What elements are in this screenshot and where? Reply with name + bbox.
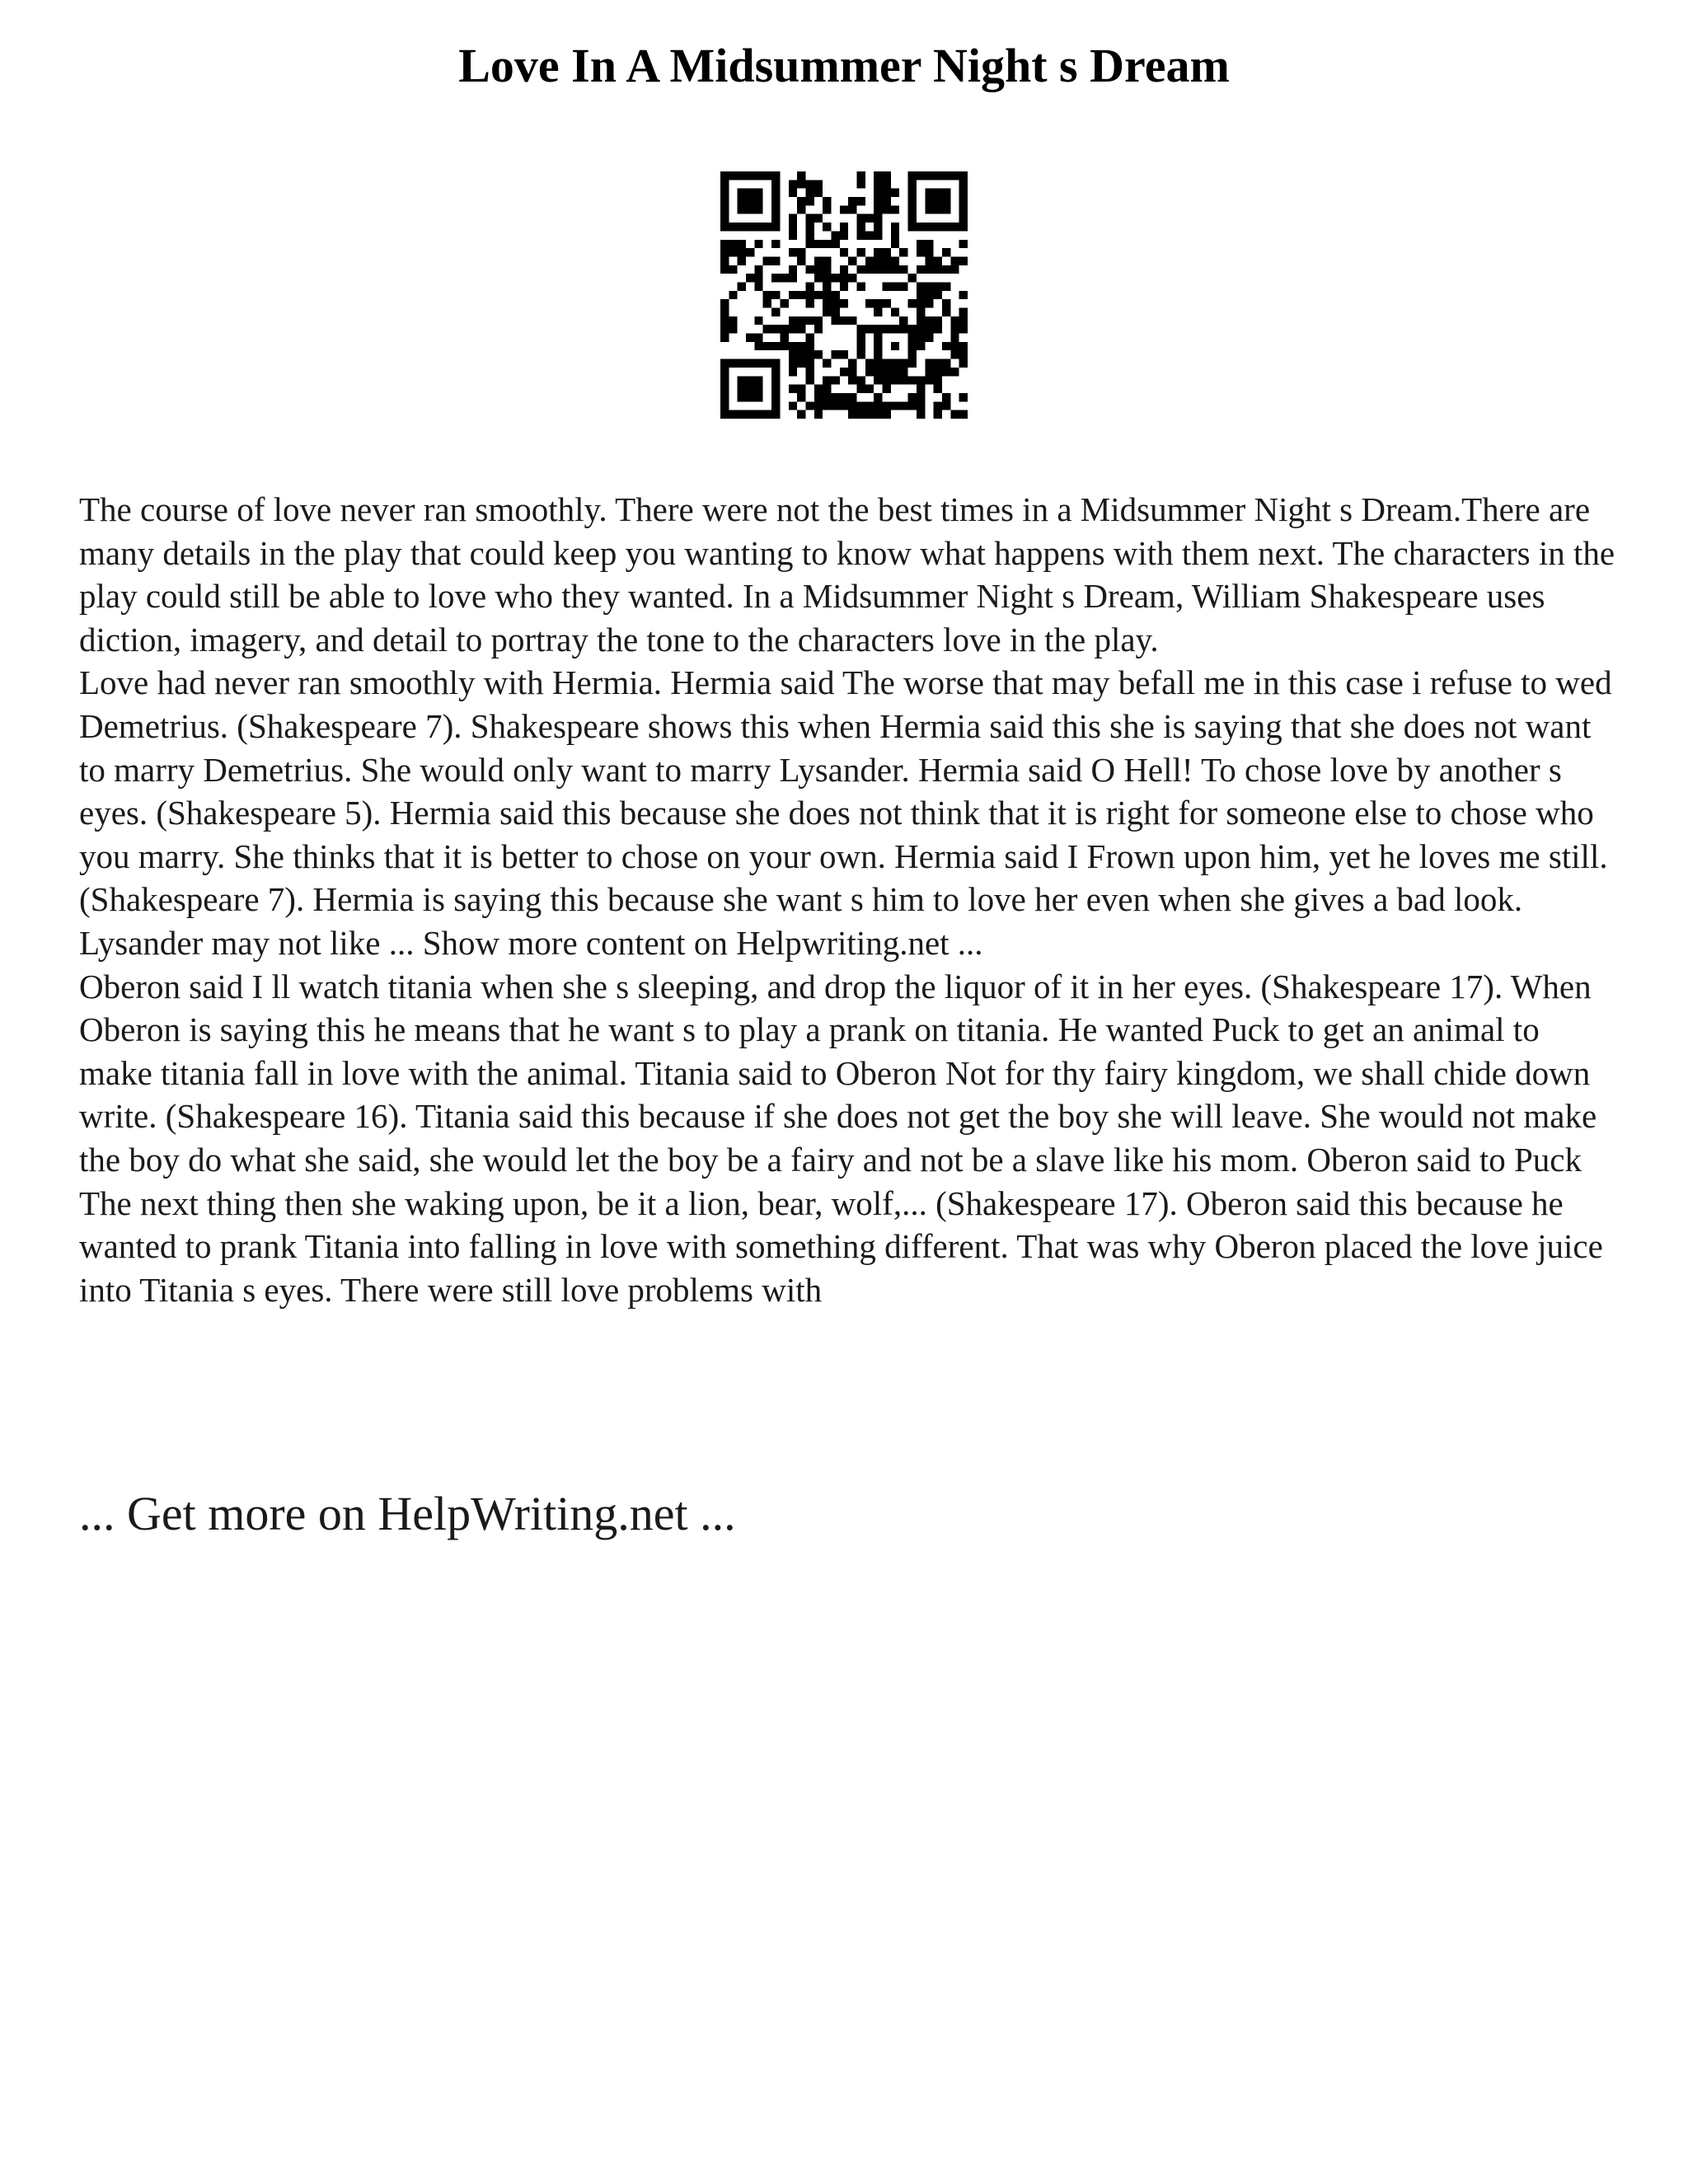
paragraph-intro: The course of love never ran smoothly. There were not the best times in a Midsummer Night s Dream.There are many details in the play that could keep you wanting to know what happens with them next. The characters in the play could still be able to love who they wanted. In a Midsummer Night s Dream, William Shakespeare uses diction, imagery, and detail to portray the tone to the characters love in the play. xyxy=(79,490,1615,658)
paragraph-oberon: Oberon said I ll watch titania when she s sleeping, and drop the liquor of it in her eyes. (Shakespeare 17). When Oberon is saying this he means that he want s to play a prank on titania. He wanted Puck to get an animal to make titania fall in love with the animal. Titania said to Oberon Not for thy fairy kingdom, we shall chide down write. (Shakespeare 16). Titania said this because if she does not get the boy she will leave. She would not make the boy do what she said, she would let the boy be a fairy and not be a slave like his mom. Oberon said to Puck The next thing then she waking upon, be it a lion, bear, wolf,... (Shakespeare 17). Oberon said this because he wanted to prank Titania into falling in love with something different. That was why Oberon placed the love juice into Titania s eyes. There were still love problems with xyxy=(79,967,1603,1309)
page-title: Love In A Midsummer Night s Dream xyxy=(458,39,1230,92)
qr-code-icon xyxy=(720,171,968,419)
paragraph-hermia: Love had never ran smoothly with Hermia. Hermia said The worse that may befall me in this case i refuse to wed Demetrius. (Shakespeare 7). Shakespeare shows this when Hermia said this she is saying that she does not want to marry Demetrius. She would only want to marry Lysander. Hermia said O Hell! To chose love by another s eyes. (Shakespeare 5). Hermia said this because she does not think that it is right for someone else to chose who you marry. She thinks that it is better to chose on your own. Hermia said I Frown upon him, yet he loves me still. (Shakespeare 7). Hermia is saying this because she want s him to love her even when she gives a bad look. Lysander may not like ... Show more content on Helpwriting.net ... xyxy=(79,663,1612,962)
get-more-link[interactable]: ... Get more on HelpWriting.net ... xyxy=(79,1487,736,1540)
article-body xyxy=(79,488,1620,1311)
